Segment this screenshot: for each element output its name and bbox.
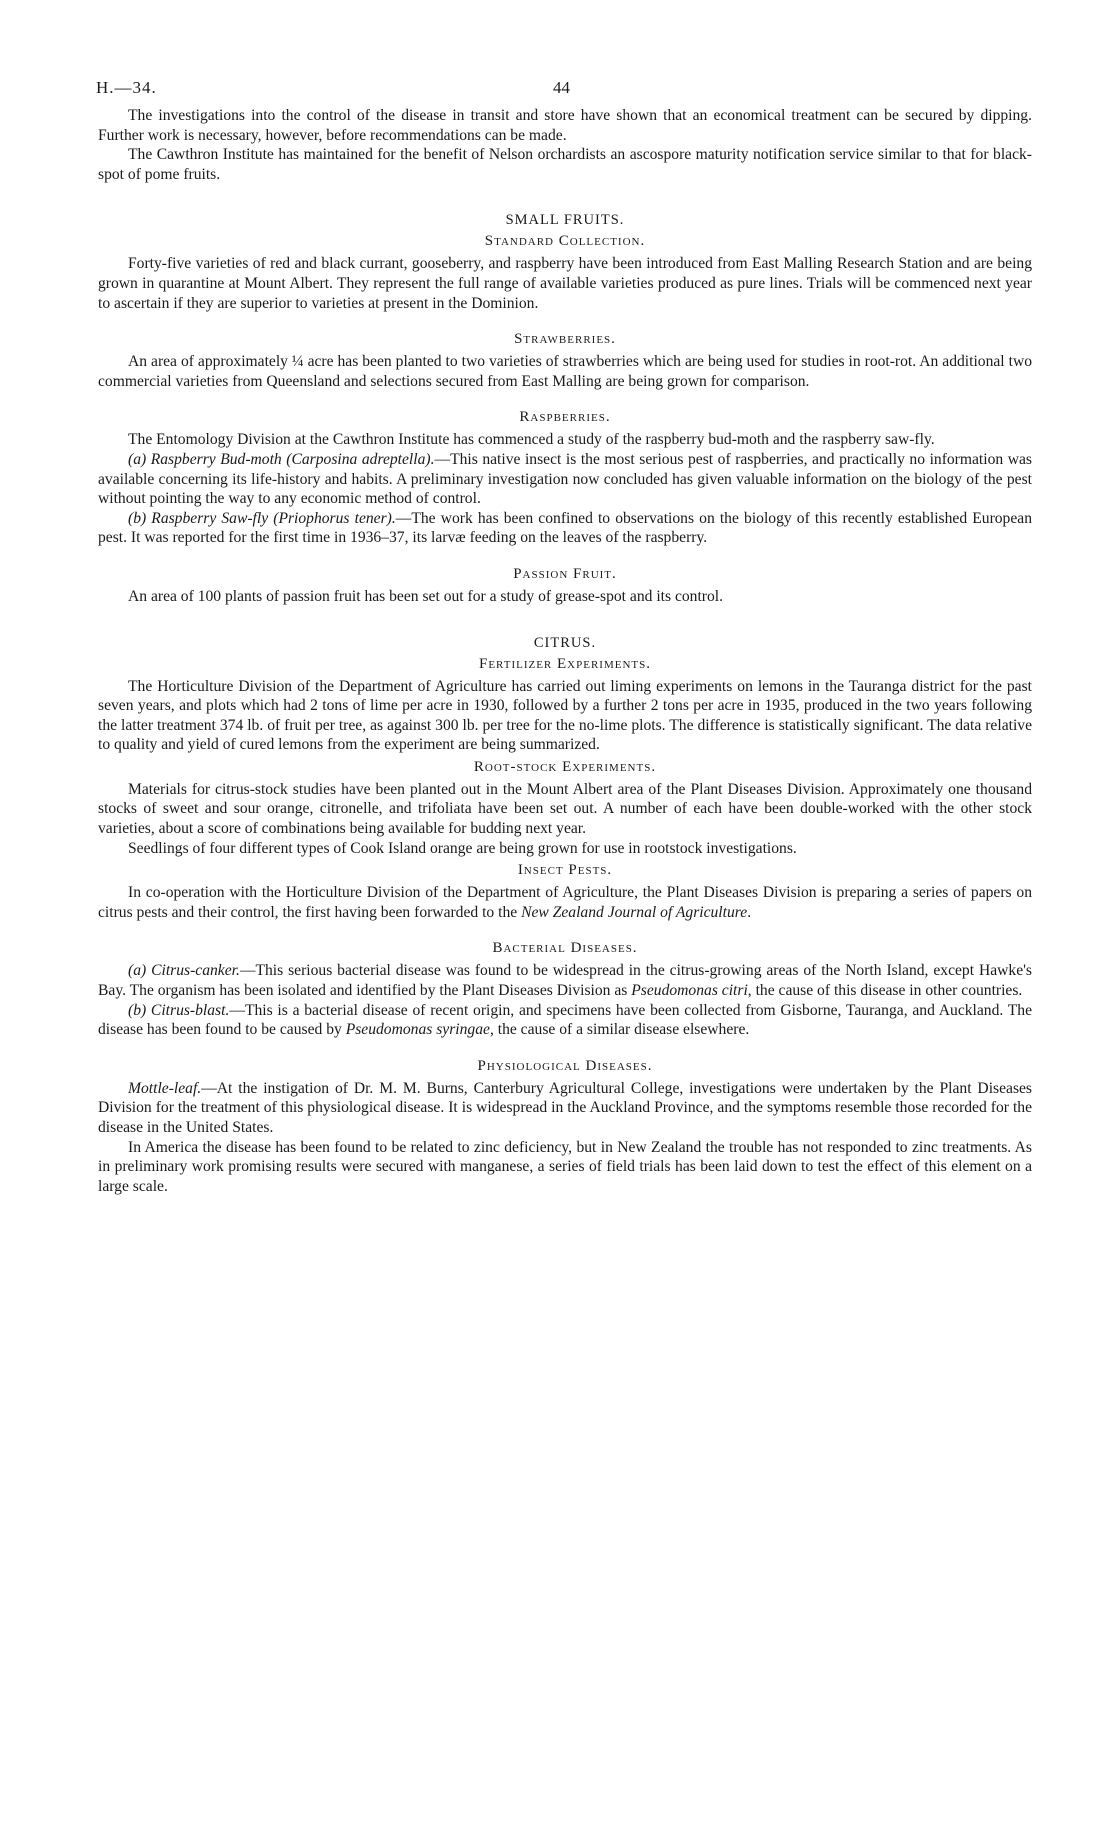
insect-pests-end: .: [747, 903, 752, 921]
document-id: H.—34.: [96, 78, 157, 97]
raspberry-bud-moth-paragraph: [98, 450, 1032, 509]
standard-collection-paragraph: Forty-five varieties of red and black currant, gooseberry, and raspberry have been introduced from East Malling Research Station and are being grown in quarantine at Mount Albert. They represent the full range of available varieties produced as pure lines. Trials will be commenced next year to ascertain if they are superior to varieties at present in the Dominion.: [98, 255, 1032, 312]
raspberries-paragraph: The Entomology Division at the Cawthron Institute has commenced a study of the raspberry bud-moth and the raspberry saw-fly.: [128, 431, 935, 449]
citrus-blast-label: (b) Citrus-blast.: [128, 1001, 230, 1019]
mottle-leaf-text: —At the instigation of Dr. M. M. Burns, Canterbury Agricultural College, investigations were undertaken by the Plant Diseases Division for the treatment of this physiological disease. It is widespread in the Auckland Province, and the symptoms resemble those recorded for the disease in the United States.: [98, 1079, 1032, 1136]
mottle-leaf-label: Mottle-leaf.: [128, 1079, 202, 1097]
citrus-canker-label: (a) Citrus-canker.: [128, 962, 240, 980]
journal-title: New Zealand Journal of Agriculture: [521, 903, 748, 921]
citrus-blast-text-end: , the cause of a similar disease elsewhere.: [489, 1021, 750, 1039]
raspberry-saw-fly-paragraph: [98, 509, 1032, 548]
citrus-canker-species: Pseudomonas citri: [631, 982, 748, 1000]
document-page: [98, 72, 1032, 1196]
citrus-blast-text: —This is a bacterial disease of recent origin, and specimens have been collected from Gisborne, Tauranga, and Auckland. The disease has been found to be caused by: [98, 1001, 1032, 1039]
insect-pests-paragraph: [98, 883, 1032, 922]
root-stock-paragraph-1: Materials for citrus-stock studies have been planted out in the Mount Albert area of the Plant Diseases Division. Approximately one thousand stocks of sweet and sour orange, citronelle, and trifoliata have been set out. A number of each have been double-worked with the other stock varieties, about a score of combinations being available for budding next year.: [98, 780, 1032, 838]
fertilizer-paragraph: The Horticulture Division of the Department of Agriculture has carried out liming experiments on lemons in the Tauranga district for the past seven years, and plots which had 2 tons of lime per acre in 1930, followed by a further 2 tons per acre in 1935, produced in the two years following the latter treatment 374 lb. of fruit per tree, as against 300 lb. per tree for the no-lime plots. The difference is statistically significant. The data relative to quality and yield of cured lemons from the experiment are being summarized.: [98, 677, 1032, 754]
subheading-passion-fruit: Passion Fruit.: [513, 565, 617, 582]
citrus-canker-paragraph: [98, 961, 1032, 1000]
insect-pests-text: In co-operation with the Horticulture Division of the Department of Agriculture, the Plant Diseases Division is preparing a series of papers on citrus pests and their control, the first having been forwarded to the: [98, 884, 1032, 921]
subheading-raspberries: Raspberries.: [519, 409, 611, 426]
passion-fruit-paragraph: An area of 100 plants of passion fruit has been set out for a study of grease-spot and its control.: [128, 587, 724, 605]
citrus-blast-paragraph: [98, 1001, 1032, 1040]
section-heading-citrus: CITRUS.: [533, 634, 597, 651]
subheading-standard-collection: Standard Collection.: [484, 233, 646, 250]
section-heading-small-fruits: SMALL FRUITS.: [505, 212, 625, 229]
running-head: [98, 72, 1032, 106]
raspberry-saw-fly-text: —The work has been confined to observations on the biology of this recently established European pest. It was reported for the first time in 1936–37, its larvæ feeding on the leaves of the raspberry.: [98, 509, 1032, 547]
mottle-leaf-paragraph: [98, 1079, 1032, 1138]
root-stock-paragraph-2: Seedlings of four different types of Cook Island orange are being grown for use in rootstock investigations.: [128, 839, 797, 857]
zinc-deficiency-paragraph: In America the disease has been found to be related to zinc deficiency, but in New Zealand the trouble has not responded to zinc treatments. As in preliminary work promising results were secured with manganese, a series of field trials has been laid down to test the effect of this element on a large scale.: [98, 1138, 1032, 1195]
subheading-bacterial-diseases: Bacterial Diseases.: [492, 940, 638, 957]
raspberry-bud-moth-text: —This native insect is the most serious pest of raspberries, and practically no information was available concerning its life-history and habits. A preliminary investigation now concluded has given valuable information on the biology of the pest without pointing the way to any economic method of control.: [98, 450, 1032, 508]
intro-paragraph-1: The investigations into the control of the disease in transit and store have shown that an economical treatment can be secured by dipping. Further work is necessary, however, before recommendations can be made.: [98, 107, 1032, 144]
subheading-root-stock-experiments: Root-stock Experiments.: [473, 758, 657, 775]
intro-paragraph-2: The Cawthron Institute has maintained for the benefit of Nelson orchardists an ascospore maturity notification service similar to that for black-spot of pome fruits.: [98, 146, 1032, 183]
subheading-strawberries: Strawberries.: [514, 331, 616, 348]
subheading-insect-pests: Insect Pests.: [517, 862, 613, 879]
citrus-canker-text-end: , the cause of this disease in other countries.: [747, 982, 1023, 1000]
citrus-blast-species: Pseudomonas syringae: [345, 1021, 490, 1039]
page-number: 44: [553, 78, 570, 97]
subheading-physiological-diseases: Physiological Diseases.: [477, 1057, 653, 1074]
subheading-fertilizer-experiments: Fertilizer Experiments.: [478, 655, 651, 672]
raspberry-bud-moth-label: (a) Raspberry Bud-moth (Carposina adreptella).: [128, 450, 435, 468]
strawberries-paragraph: An area of approximately ¼ acre has been planted to two varieties of strawberries which are being used for studies in root-rot. An additional two commercial varieties from Queensland and selections secured from East Malling are being grown for comparison.: [98, 353, 1032, 390]
citrus-canker-text: —This serious bacterial disease was found to be widespread in the citrus-growing areas of the North Island, except Hawke's Bay. The organism has been isolated and identified by the Plant Diseases Division as: [98, 962, 1032, 1000]
raspberry-saw-fly-label: (b) Raspberry Saw-fly (Priophorus tener).: [128, 509, 396, 527]
